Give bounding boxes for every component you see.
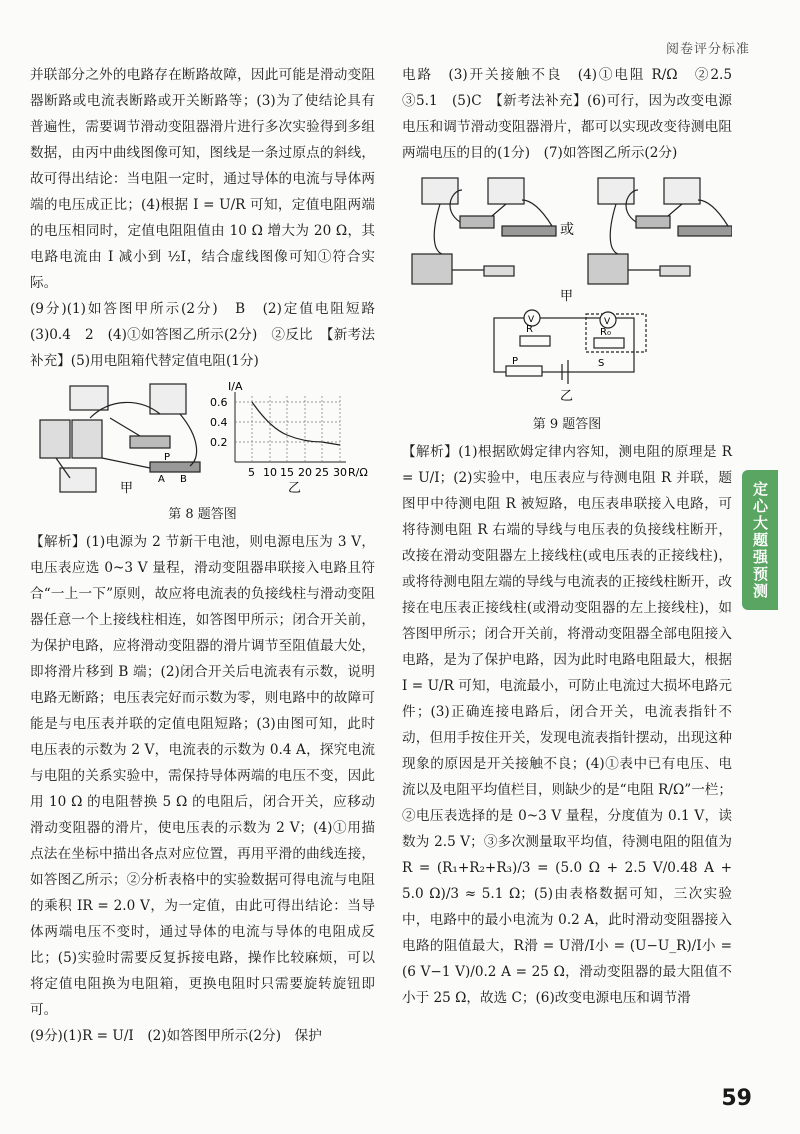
battery-shape: [412, 254, 452, 284]
rheostat-shape: [502, 226, 556, 236]
voltmeter-shape: [150, 384, 186, 414]
left-answer-q9: (9分)(1)R = U/I (2)如答图甲所示(2分) 保护: [30, 1028, 322, 1044]
resistor-shape: [130, 436, 170, 448]
y-tick: 0.2: [210, 436, 228, 449]
y-tick: 0.6: [210, 396, 228, 409]
schematic-label: P: [512, 356, 519, 367]
label-B: B: [180, 474, 187, 485]
curve-shape: [252, 402, 340, 445]
resistor-shape: [636, 216, 670, 228]
ammeter-shape: [488, 178, 524, 204]
label-P: P: [164, 452, 171, 463]
label-A: A: [158, 474, 165, 485]
figure-q9-or: 或: [560, 222, 574, 238]
schematic-label: R: [526, 324, 533, 335]
ammeter-shape: [664, 178, 700, 204]
figure-q9: [402, 170, 732, 435]
left-answer-q8: (9分)(1)如答图甲所示(2分) B (2)定值电阻短路 (3)0.4 2 (4)①如答图乙所示(2分) ②反比 【新考法补充】(5)用电阻箱代替定值电阻(1分): [30, 301, 389, 369]
switch-shape: [660, 266, 690, 276]
voltmeter-shape: [422, 178, 458, 204]
x-tick: 15: [280, 466, 294, 479]
figure-q9-drawing: [402, 170, 732, 406]
x-tick: 30: [333, 466, 347, 479]
right-analysis-q9: 【解析】(1)根据欧姆定律内容知，测电阻的原理是 R = U/I；(2)实验中，电压表应与待测电阻 R 并联，题图甲中待测电阻 R 被短路，电压表串联接入电路，可将待测电阻 R 右端的导线与电压表的负接线柱断开，改接在滑动变阻器左上接线柱(或电压表的正接线柱)，或将待测电阻左端的导线与电流表的正接线柱断开，改接在电压表正接线柱(或滑动变阻器的左上接线柱)，如答图甲所示；闭合开关前，将滑动变阻器全部电阻接入电路，是为了保护电路，因为此时电路电阻最大，根据 I = U/R 可知，电流最小，可防止电流过大损坏电路元件；(3)正确连接电路后，闭合开关，电流表指针不动，但用手按住开关，发现电流表指针摆动，出现这种现象的原因是开关接触不良；(4)①表中已有电压、电流以及电阻平均值栏目，则缺少的是“电阻 R/Ω”一栏；②电压表选择的是 0~3 V 量程，分度值为 0.1 V，读数为 2.5 V；③多次测量取平均值，待测电阻的阻值为 R = (R₁+R₂+R₃)/3 = (5.0 Ω + 2.5 V/0.48 A + 5.0 Ω)/3 ≈ 5.1 Ω；(5)由表格数据可知，三次实验中，电路中的最小电流为 0.2 A，此时滑动变阻器接入电路的阻值最大，R滑 = U滑/I小 = (U−U_R)/I小 = (6 V−1 V)/0.2 A = 25 Ω，滑动变阻器的最大阻值不小于 25 Ω，故选 C；(6)改变电源电压和调节滑: [402, 444, 732, 1006]
y-tick: 0.4: [210, 416, 228, 429]
figure-q8-drawing: [30, 378, 375, 496]
figure-q9-yi-label: 乙: [560, 389, 574, 404]
schematic-meter: V: [604, 317, 611, 327]
x-tick: 5: [248, 466, 255, 479]
figure-q9-jia-label: 甲: [560, 289, 574, 304]
schematic-yi: [494, 310, 646, 384]
graph-ylabel: I/A: [228, 380, 243, 393]
side-tab: 定心大题强预测: [742, 470, 778, 610]
figure-q8: [30, 378, 375, 525]
figure-q9-caption: 第 9 题答图: [532, 417, 602, 432]
schematic-label: S: [598, 358, 605, 369]
voltmeter-shape: [598, 178, 634, 204]
left-analysis-q8: 【解析】(1)电源为 2 节新干电池，则电源电压为 3 V，电压表应选 0~3 V 量程，滑动变阻器串联接入电路且符合“一上一下”原则，故应将电流表的负接线柱与滑动变阻器任意一个上接线柱相连，如答图甲所示；闭合开关前，为保护电路，应将滑动变阻器的滑片调节至阻值最大处，即将滑片移到 B 端；(2)闭合开关后电流表有示数，说明电路无断路；电压表完好而示数为零，则电路中的故障可能是与电压表并联的定值电阻短路；(3)由图可知，此时电压表的示数为 2 V，电流表的示数为 0.4 A，探究电流与电阻的关系实验中，需保持导体两端的电压不变，因此用 10 Ω 的电阻替换 5 Ω 的电阻后，闭合开关，应移动滑动变阻器的滑片，使电压表的示数为 2 V；(4)①用描点法在坐标中描出各点对应位置，再用平滑的曲线连接，如答图乙所示；②分析表格中的实验数据可得电流与电阻的乘积 IR = 2.0 V，为一定值，由此可得出结论：当导体两端电压不变时，通过导体的电流与导体的电阻成反比；(5)实验时需要反复拆接电路，操作比较麻烦，可以将定值电阻换为电阻箱，更换电阻时只需要旋转旋钮即可。: [30, 534, 375, 1018]
switch-shape: [484, 266, 514, 276]
rheostat-shape: [678, 226, 732, 236]
battery-shape: [72, 420, 102, 458]
battery-shape: [40, 420, 70, 458]
circuit-jia: [40, 384, 200, 492]
x-tick: 10: [263, 466, 277, 479]
right-column: [402, 62, 746, 1011]
page-header: 阅卷评分标准: [665, 42, 750, 57]
graph-xlabel: R/Ω: [348, 466, 368, 479]
page-number: 59: [721, 1086, 752, 1111]
x-tick: 25: [315, 466, 329, 479]
left-column: [30, 62, 389, 1049]
battery-shape: [588, 254, 628, 284]
graph-yi: [210, 380, 368, 496]
right-paragraph-1: 电路 (3)开关接触不良 (4)①电阻 R/Ω ②2.5 ③5.1 (5)C 【新考法补充】(6)可行，因为改变电源电压和调节滑动变阻器滑片，都可以实现改变待测电阻两端电压的目的(1分) (7)如答图乙所示(2分): [402, 67, 746, 161]
left-paragraph-1: 并联部分之外的电路存在断路故障，因此可能是滑动变阻器断路或电流表断路或开关断路等；(3)为了使结论具有普遍性，需要调节滑动变阻器滑片进行多次实验得到多组数据，由丙中曲线图像可知，图线是一条过原点的斜线，故可得出结论：当电阻一定时，通过导体的电流与导体两端的电压成正比；(4)根据 I = U/R 可知，定值电阻两端的电压相同时，定值电阻阻值由 10 Ω 增大为 20 Ω，其电路电流由 I 减小到 ½I，结合虚线图像可知①符合实际。: [30, 67, 375, 291]
ammeter-shape: [70, 386, 108, 410]
schematic-label: R₀: [600, 327, 611, 338]
figure-q8-caption: 第 8 题答图: [168, 507, 237, 522]
figure-q8-jia-label: 甲: [120, 481, 134, 496]
resistor-shape: [460, 216, 494, 228]
x-tick: 20: [298, 466, 312, 479]
figure-q8-yi-label: 乙: [288, 481, 302, 496]
schematic-meter: V: [528, 315, 535, 325]
